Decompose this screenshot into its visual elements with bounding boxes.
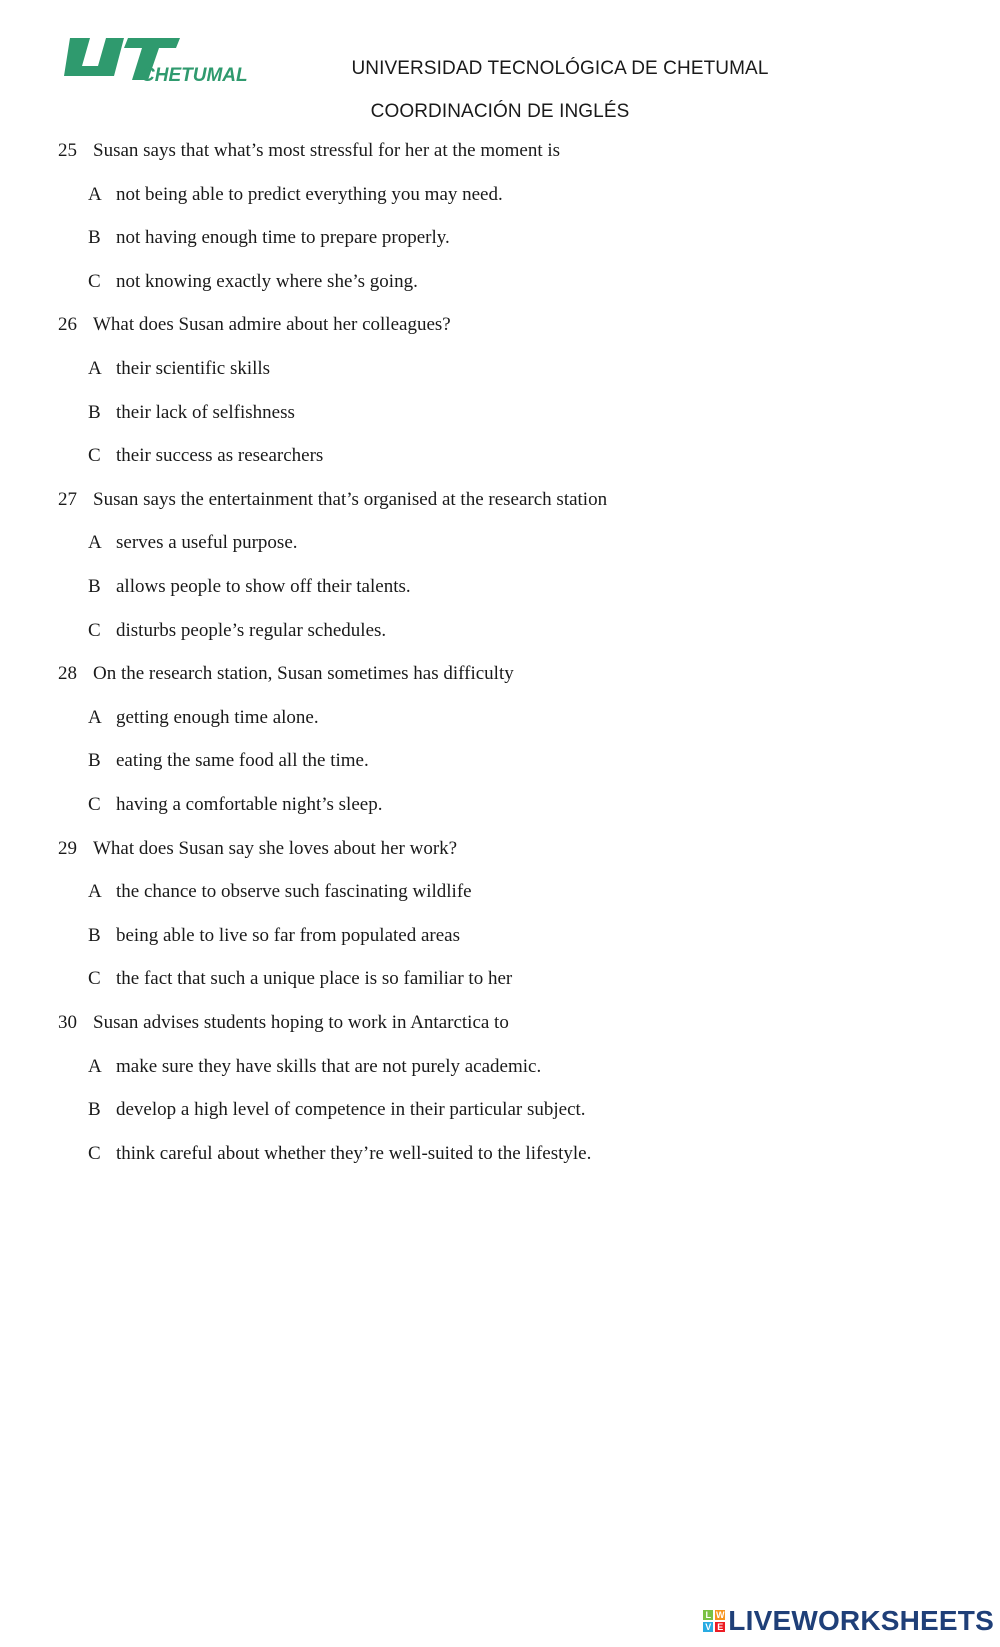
lw-cell: E <box>717 1622 724 1632</box>
answer-option[interactable] <box>88 358 270 380</box>
option-letter: A <box>88 183 102 205</box>
lw-cell: V <box>705 1622 712 1632</box>
option-letter: C <box>88 619 101 641</box>
question-number: 27 <box>58 488 77 510</box>
option-text: their success as researchers <box>116 445 324 467</box>
option-letter: A <box>88 1055 102 1077</box>
option-letter: A <box>88 706 102 728</box>
university-title: UNIVERSIDAD TECNOLÓGICA DE CHETUMAL <box>351 58 769 79</box>
liveworksheets-icon <box>703 1610 725 1632</box>
logo-text: CHETUMAL <box>141 65 248 86</box>
option-text: develop a high level of competence in their particular subject. <box>116 1099 586 1121</box>
question-number: 26 <box>58 314 77 336</box>
question-27 <box>58 489 607 511</box>
answer-option[interactable] <box>88 576 411 598</box>
option-letter: C <box>88 794 101 815</box>
question-text: Susan says that what’s most stressful for her at the moment is <box>93 140 561 161</box>
option-text: not being able to predict everything you may need. <box>116 183 503 205</box>
option-text: disturbs people’s regular schedules. <box>116 619 387 641</box>
question-25 <box>58 140 560 162</box>
option-letter: B <box>88 924 101 946</box>
option-letter: B <box>88 576 101 597</box>
answer-option[interactable] <box>88 968 512 990</box>
question-text: Susan says the entertainment that’s organised at the research station <box>93 488 608 510</box>
liveworksheets-logo <box>703 1605 994 1637</box>
option-letter: B <box>88 1099 101 1121</box>
answer-option[interactable] <box>88 1099 586 1121</box>
option-text: serves a useful purpose. <box>116 532 298 554</box>
answer-option[interactable] <box>88 794 382 816</box>
answer-option[interactable] <box>88 881 472 903</box>
question-26 <box>58 314 451 336</box>
option-text: not having enough time to prepare properly. <box>116 227 450 249</box>
answer-option[interactable] <box>88 925 460 947</box>
department-title: COORDINACIÓN DE INGLÉS <box>370 101 630 122</box>
answer-option[interactable] <box>88 184 503 206</box>
option-letter: B <box>88 401 101 423</box>
answer-option[interactable] <box>88 620 386 642</box>
question-number: 25 <box>58 140 77 161</box>
option-text: their lack of selfishness <box>116 401 295 423</box>
answer-option[interactable] <box>88 750 369 772</box>
answer-option[interactable] <box>88 707 319 729</box>
question-text: What does Susan say she loves about her work? <box>93 837 458 859</box>
answer-option[interactable] <box>88 1143 591 1165</box>
question-28 <box>58 663 514 685</box>
option-letter: A <box>88 881 102 903</box>
question-text: Susan advises students hoping to work in Antarctica to <box>93 1012 509 1033</box>
answer-option[interactable] <box>88 227 450 249</box>
lw-cell: L <box>703 1610 713 1620</box>
question-29 <box>58 838 457 860</box>
question-number: 28 <box>58 663 77 685</box>
lw-cell: W <box>716 1610 725 1620</box>
answer-option[interactable] <box>88 402 295 424</box>
option-text: eating the same food all the time. <box>116 750 369 772</box>
answer-option[interactable] <box>88 532 298 554</box>
option-text: allows people to show off their talents. <box>116 576 411 597</box>
liveworksheets-brand: LIVEWORKSHEETS <box>728 1605 994 1636</box>
answer-option[interactable] <box>88 1056 541 1078</box>
option-text: not knowing exactly where she’s going. <box>116 270 418 292</box>
answer-option[interactable] <box>88 271 418 293</box>
option-text: their scientific skills <box>116 358 271 379</box>
option-letter: A <box>88 532 102 554</box>
option-letter: C <box>88 270 101 292</box>
option-letter: B <box>88 227 101 249</box>
option-letter: B <box>88 750 101 772</box>
option-text: having a comfortable night’s sleep. <box>116 794 383 815</box>
question-number: 30 <box>58 1012 77 1033</box>
option-text: the chance to observe such fascinating wildlife <box>116 881 472 903</box>
option-letter: C <box>88 968 101 990</box>
question-text: What does Susan admire about her colleagues? <box>93 314 451 336</box>
question-number: 29 <box>58 837 77 859</box>
option-letter: A <box>88 358 102 379</box>
option-text: make sure they have skills that are not purely academic. <box>116 1055 542 1077</box>
question-30 <box>58 1012 509 1034</box>
question-text: On the research station, Susan sometimes has difficulty <box>93 663 514 685</box>
option-text: getting enough time alone. <box>116 706 319 728</box>
answer-option[interactable] <box>88 445 323 467</box>
option-letter: C <box>88 1142 101 1164</box>
option-text: the fact that such a unique place is so familiar to her <box>116 968 513 990</box>
option-letter: C <box>88 445 101 467</box>
option-text: being able to live so far from populated areas <box>116 924 460 946</box>
option-text: think careful about whether they’re well-suited to the lifestyle. <box>116 1142 592 1164</box>
